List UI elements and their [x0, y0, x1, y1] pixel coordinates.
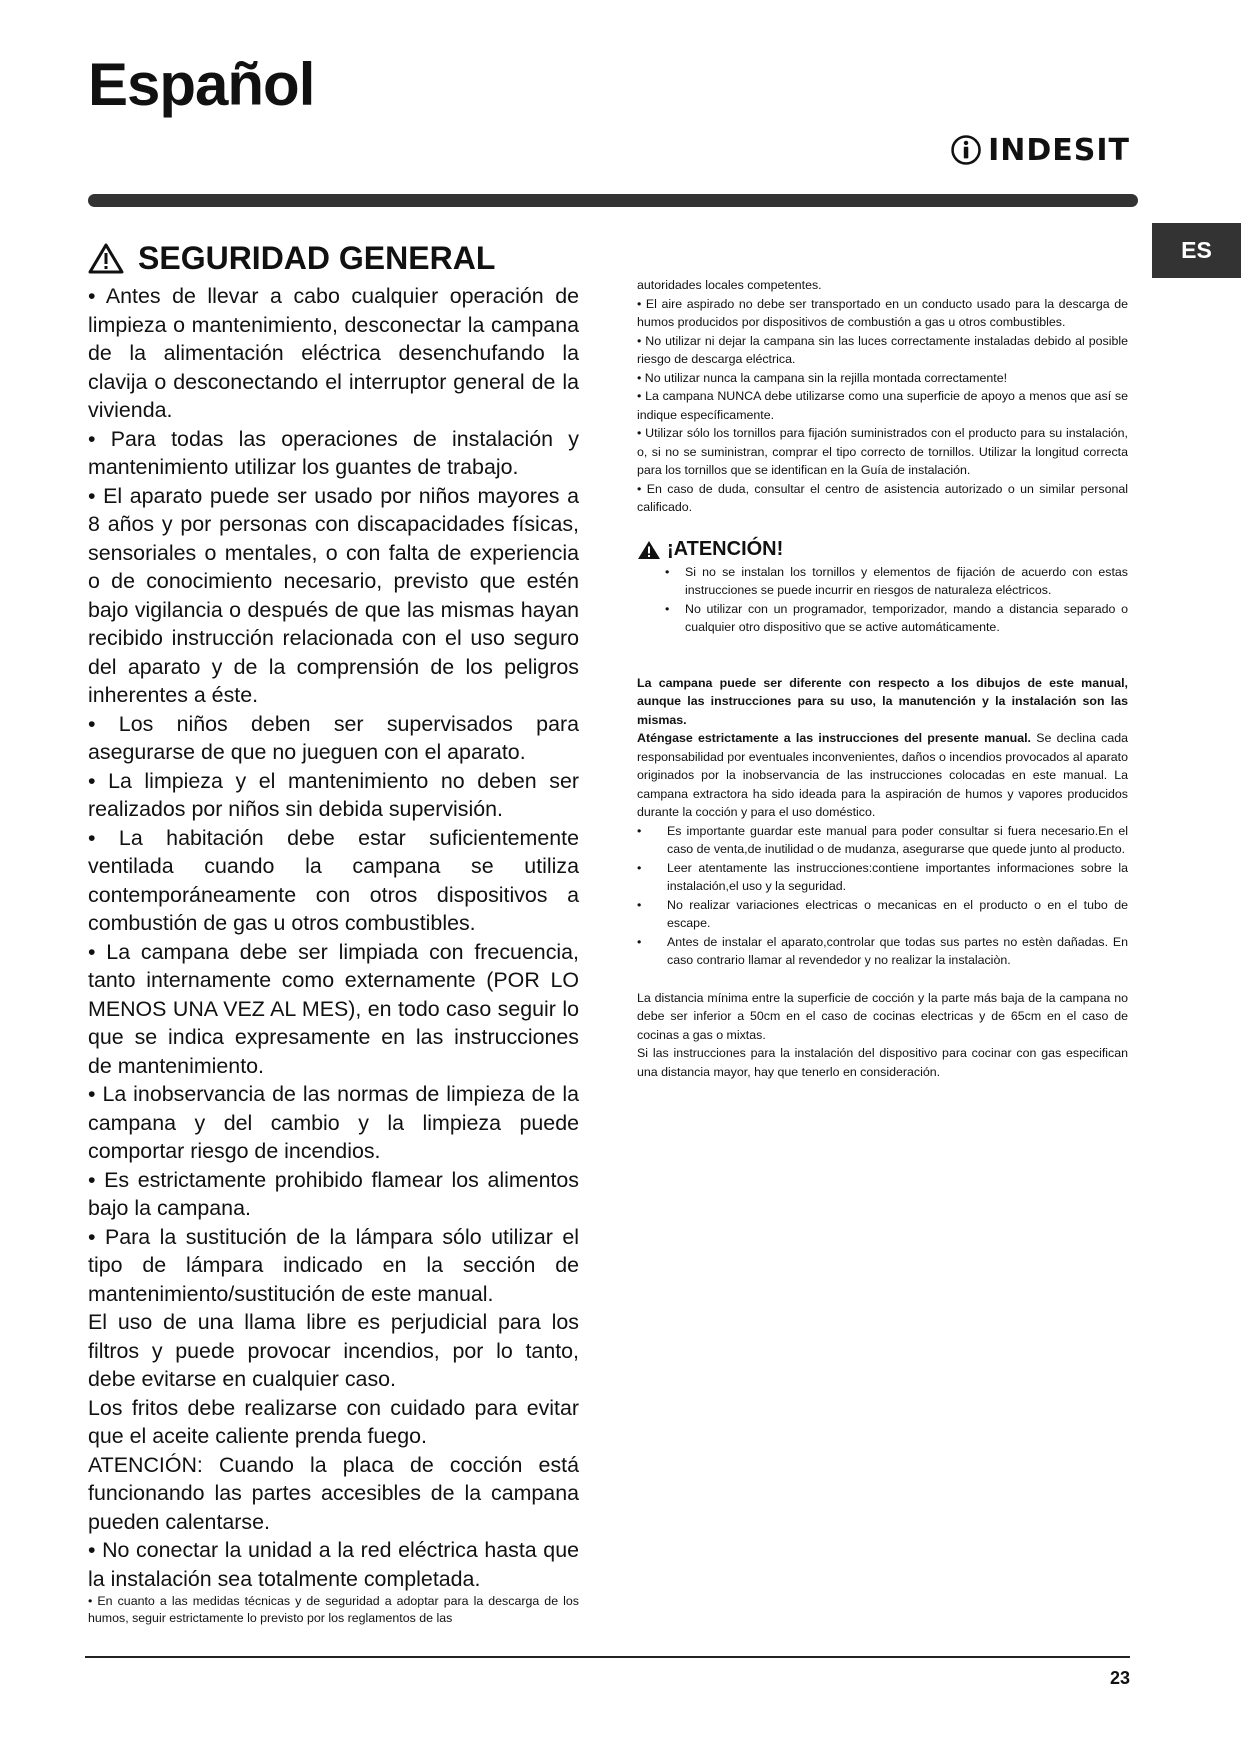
- safety-paragraph-small: • En cuanto a las medidas técnicas y de seguridad a adoptar para la descarga de los humos, seguir estrictamente lo previsto por los reglamentos de las: [88, 1594, 579, 1625]
- brand-logo: [950, 125, 1130, 175]
- safety-paragraph: • Antes de llevar a cabo cualquier operación de limpieza o mantenimiento, desconectar la campana de la alimentación eléctrica desenchufando la clavija o desconectando el interruptor general de la vivienda.: [88, 284, 579, 422]
- disclaimer-paragraph: [637, 729, 1128, 822]
- safety-paragraph: • La campana NUNCA debe utilizarse como una superficie de apoyo a menos que así se indique específicamente.: [637, 389, 1128, 422]
- logo-text: INDESIT: [988, 132, 1130, 168]
- section-heading: [88, 238, 579, 278]
- safety-paragraph: • El aparato puede ser usado por niños mayores a 8 años y por personas con discapacidades físicas, sensoriales o mentales, o con falta de experiencia o de conocimiento necesario, previsto que estén bajo vigilancia o después de que las mismas hayan recibido instrucción relacionada con el uso seguro del aparato y de la comprensión de los peligros inherentes a éste.: [88, 483, 579, 707]
- page-title: Español: [88, 51, 315, 118]
- section-title: SEGURIDAD GENERAL: [138, 239, 496, 276]
- safety-paragraph: • El aire aspirado no debe ser transportado en un conducto usado para la descarga de humos producidos por dispositivos de combustión a gas u otros combustibles.: [637, 296, 1128, 329]
- safety-paragraph: • Para la sustitución de la lámpara sólo utilizar el tipo de lámpara indicado en la sección de mantenimiento/sustitución de este manual.: [88, 1224, 579, 1306]
- language-tab: ES: [1152, 223, 1241, 278]
- page-number: 23: [1109, 1668, 1130, 1688]
- list-item: • Leer atentamente las instrucciones:contiene importantes informaciones sobre la instalación,el uso y la seguridad.: [637, 859, 1128, 896]
- list-item: • Si no se instalan los tornillos y elementos de fijación de acuerdo con estas instrucciones se puede incurrir en riesgos de naturaleza eléctricos.: [637, 563, 1128, 600]
- safety-paragraph: autoridades locales competentes.: [637, 278, 822, 292]
- safety-paragraph: • La campana debe ser limpiada con frecuencia, tanto internamente como externamente (POR LO MENOS UNA VEZ AL MES), en todo caso seguir lo que se indica expresamente en las instrucciones de mantenimiento.: [88, 939, 579, 1078]
- warning-icon: [88, 242, 124, 274]
- header-divider: [88, 194, 1138, 207]
- safety-paragraph: • Utilizar sólo los tornillos para fijación suministrados con el producto para su instalación, o, si no se suministran, comprar el tipo correcto de tornillos. Utilizar la longitud correcta para los tornillos que se identifican en la Guía de instalación.: [637, 426, 1128, 477]
- instructions-list: [637, 822, 1128, 970]
- safety-paragraph: • Es estrictamente prohibido flamear los alimentos bajo la campana.: [88, 1167, 579, 1220]
- left-column: [88, 238, 579, 1626]
- indesit-logo-icon: [950, 125, 982, 175]
- bold-note: La campana puede ser diferente con respecto a los dibujos de este manual, aunque las instrucciones para su uso, la manutención y la instalación son las mismas.: [637, 675, 1128, 727]
- safety-paragraph: • La inobservancia de las normas de limpieza de la campana y del cambio y la limpieza puede comportar riesgo de incendios.: [88, 1082, 579, 1163]
- attention-title: ¡ATENCIÓN!: [667, 538, 784, 561]
- distance-paragraph: La distancia mínima entre la superficie de cocción y la parte más baja de la campana no debe ser inferior a 50cm en el caso de cocinas electricas y de 65cm en el caso de cocinas a gas o mixtas.: [637, 990, 1128, 1042]
- safety-paragraph: • Para todas las operaciones de instalación y mantenimiento utilizar los guantes de trabajo.: [88, 426, 579, 479]
- disclaimer-bold: Aténgase estrictamente a las instrucciones del presente manual.: [637, 731, 1032, 745]
- safety-paragraph: • No utilizar nunca la campana sin la rejilla montada correctamente!: [637, 370, 1008, 385]
- warning-icon: [637, 540, 661, 560]
- safety-paragraph: • La habitación debe estar suficientemente ventilada cuando la campana se utiliza contemporáneamente con otros dispositivos a combustión de gas u otros combustibles.: [88, 825, 579, 935]
- footer-divider: [85, 1656, 1130, 1658]
- safety-paragraph: • Los niños deben ser supervisados para asegurarse de que no jueguen con el aparato.: [88, 711, 579, 764]
- safety-paragraph: ATENCIÓN: Cuando la placa de cocción está funcionando las partes accesibles de la campana pueden calentarse.: [88, 1452, 579, 1534]
- gas-note-paragraph: Si las instrucciones para la instalación del dispositivo para cocinar con gas especifican una distancia mayor, hay que tenerlo en consideración.: [637, 1046, 1128, 1079]
- attention-list: [637, 563, 1128, 637]
- right-column: [637, 276, 1128, 1081]
- safety-paragraph: El uso de una llama libre es perjudicial para los filtros y puede provocar incendios, por lo tanto, debe evitarse en cualquier caso.: [88, 1310, 579, 1391]
- list-item: • No utilizar con un programador, temporizador, mando a distancia separado o cualquier otro dispositivo que se active automáticamente.: [637, 600, 1128, 637]
- attention-heading: [637, 537, 1128, 563]
- safety-paragraph: • No conectar la unidad a la red eléctrica hasta que la instalación sea totalmente completada.: [88, 1538, 579, 1591]
- safety-paragraph: • En caso de duda, consultar el centro de asistencia autorizado o un similar personal calificado.: [637, 481, 1128, 514]
- list-item: • No realizar variaciones electricas o mecanicas en el producto o en el tubo de escape.: [637, 896, 1128, 933]
- disclaimer-text: Se declina cada responsabilidad por eventuales inconvenientes, daños o incendios provocados al aparato originados por la inobservancia de las instrucciones colocadas en este manual. La campana extractora ha sido ideada para la aspiración de humos y vapores producidos durante la cocción y para el uso doméstico.: [637, 731, 1128, 819]
- safety-paragraph: • No utilizar ni dejar la campana sin las luces correctamente instaladas debido al posible riesgo de descarga eléctrica.: [637, 333, 1128, 366]
- safety-paragraph: • La limpieza y el mantenimiento no deben ser realizados por niños sin debida supervisión.: [88, 768, 579, 821]
- list-item: • Antes de instalar el aparato,controlar que todas sus partes no estèn dañadas. En caso contrario llamar al revendedor y no realizar la instalaciòn.: [637, 933, 1128, 970]
- list-item: • Es importante guardar este manual para poder consultar si fuera necesario.En el caso de venta,de inutilidad o de mudanza, asegurarse que quede junto al producto.: [637, 822, 1128, 859]
- safety-paragraph: Los fritos debe realizarse con cuidado para evitar que el aceite caliente prenda fuego.: [88, 1395, 579, 1448]
